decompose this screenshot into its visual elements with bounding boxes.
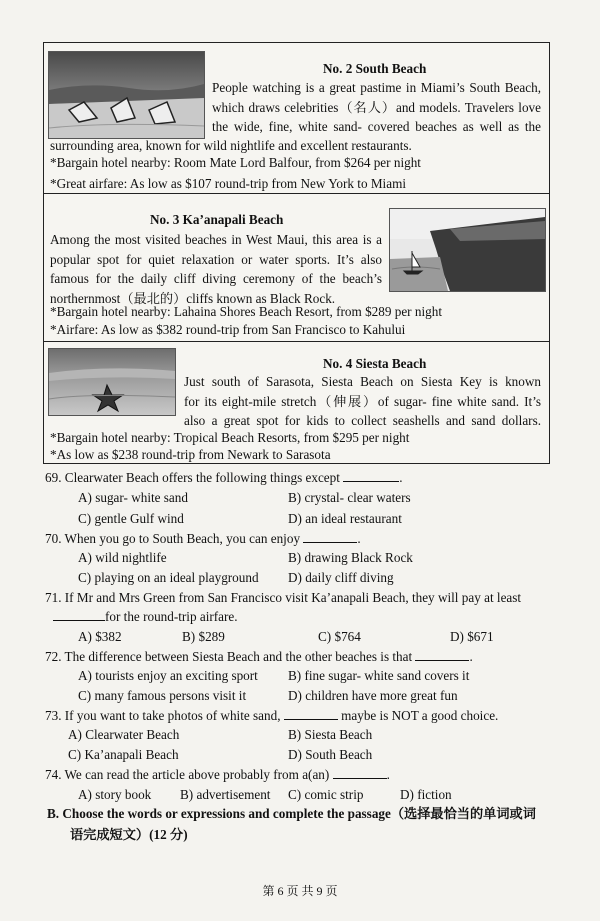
beach-2-description bbox=[212, 78, 541, 137]
question-70 bbox=[45, 529, 361, 549]
airfare-info: *Airfare: As low as $382 round-trip from San Francisco to Kahului bbox=[50, 322, 406, 337]
beach-3-hotel bbox=[50, 302, 442, 322]
beach-4-title: No. 4 Siesta Beach bbox=[323, 356, 427, 371]
question-text: 69. Clearwater Beach offers the following things except bbox=[45, 470, 340, 485]
option-70-d[interactable]: D) daily cliff diving bbox=[288, 570, 394, 585]
beach-4-airfare bbox=[50, 445, 331, 465]
starfish-beach-photo bbox=[48, 348, 176, 416]
question-72 bbox=[45, 647, 473, 667]
option-72-b[interactable]: B) fine sugar- white sand covers it bbox=[288, 668, 470, 683]
option-69-c[interactable]: C) gentle Gulf wind bbox=[78, 511, 184, 526]
option-73-d[interactable]: D) South Beach bbox=[288, 747, 373, 762]
question-text-end: . bbox=[357, 531, 361, 546]
text-line: famous for the daily cliff diving ceremony of the beach’s bbox=[50, 271, 382, 286]
text-line: People watching is a great pastime in Miami’s South Beach, bbox=[212, 80, 541, 95]
question-73 bbox=[45, 706, 498, 726]
hotel-info: *Bargain hotel nearby: Lahaina Shores Beach Resort, from $289 per night bbox=[50, 304, 442, 319]
question-text: for the round-trip airfare. bbox=[105, 609, 238, 624]
question-text: 71. If Mr and Mrs Green from San Francisco visit Ka’anapali Beach, they will pay at least bbox=[45, 590, 522, 605]
text-line: popular spot for quiet relaxation or water sports. It’s also bbox=[50, 251, 382, 267]
option-71-a[interactable]: A) $382 bbox=[78, 629, 122, 644]
section-b-heading: B. Choose the words or expressions and complete the passage（选择最恰当的单词或词 bbox=[47, 806, 536, 821]
text-line: Among the most visited beaches in West Maui, this area is a bbox=[50, 232, 382, 247]
hotel-info: *Bargain hotel nearby: Room Mate Lord Balfour, from $264 per night bbox=[50, 155, 421, 170]
answer-blank[interactable] bbox=[53, 607, 105, 621]
option-69-d[interactable]: D) an ideal restaurant bbox=[288, 511, 402, 526]
question-71 bbox=[45, 588, 521, 608]
beach-3-airfare bbox=[50, 320, 405, 340]
beach-3-title: No. 3 Ka’anapali Beach bbox=[150, 212, 284, 227]
question-text-end: . bbox=[469, 649, 473, 664]
answer-blank[interactable] bbox=[333, 765, 387, 779]
text-line: also a great spot for kids to collect seashells and sand dollars. bbox=[184, 413, 541, 428]
option-74-c[interactable]: C) comic strip bbox=[288, 787, 364, 802]
beach-3-box bbox=[43, 194, 550, 342]
beach-3-description bbox=[50, 230, 382, 308]
option-69-a[interactable]: A) sugar- white sand bbox=[78, 490, 188, 505]
beach-2-box bbox=[43, 42, 550, 194]
question-71-line2 bbox=[45, 607, 238, 627]
answer-blank[interactable] bbox=[284, 706, 338, 720]
text-line: which draws celebrities（名人）and models. Travelers love bbox=[212, 99, 541, 115]
question-text-end: maybe is NOT a good choice. bbox=[341, 708, 499, 723]
option-74-d[interactable]: D) fiction bbox=[400, 787, 452, 802]
text-line: northernmost（最北的）cliffs known as Black Rock. bbox=[50, 290, 336, 306]
answer-blank[interactable] bbox=[343, 468, 399, 482]
beach-2-title: No. 2 South Beach bbox=[323, 61, 427, 76]
option-71-c[interactable]: C) $764 bbox=[318, 629, 361, 644]
airfare-info: *Great airfare: As low as $107 round-trip from New York to Miami bbox=[50, 176, 406, 191]
option-69-b[interactable]: B) crystal- clear waters bbox=[288, 490, 411, 505]
beach-4-description bbox=[184, 372, 541, 431]
page-footer: 第 6 页 共 9 页 bbox=[262, 884, 338, 898]
option-70-b[interactable]: B) drawing Black Rock bbox=[288, 550, 413, 565]
text-line: surrounding area, known for wild nightlife and excellent restaurants. bbox=[50, 138, 412, 153]
option-73-c[interactable]: C) Ka’anapali Beach bbox=[68, 747, 179, 762]
option-74-a[interactable]: A) story book bbox=[78, 787, 152, 802]
question-text: 73. If you want to take photos of white sand, bbox=[45, 708, 281, 723]
option-72-a[interactable]: A) tourists enjoy an exciting sport bbox=[78, 668, 258, 683]
beach-2-hotel bbox=[50, 153, 421, 173]
question-text: 70. When you go to South Beach, you can enjoy bbox=[45, 531, 301, 546]
hotel-info: *Bargain hotel nearby: Tropical Beach Resorts, from $295 per night bbox=[50, 430, 410, 445]
beach-4-box bbox=[43, 342, 550, 464]
option-71-b[interactable]: B) $289 bbox=[182, 629, 225, 644]
option-72-d[interactable]: D) children have more great fun bbox=[288, 688, 458, 703]
beach-2-airfare bbox=[50, 174, 406, 194]
option-74-b[interactable]: B) advertisement bbox=[180, 787, 271, 802]
beach-chairs-photo bbox=[48, 51, 205, 139]
option-70-a[interactable]: A) wild nightlife bbox=[78, 550, 167, 565]
option-70-c[interactable]: C) playing on an ideal playground bbox=[78, 570, 259, 585]
airfare-info: *As low as $238 round-trip from Newark to Sarasota bbox=[50, 447, 331, 462]
question-text-end: . bbox=[386, 767, 390, 782]
option-73-b[interactable]: B) Siesta Beach bbox=[288, 727, 373, 742]
option-72-c[interactable]: C) many famous persons visit it bbox=[78, 688, 247, 703]
answer-blank[interactable] bbox=[303, 529, 357, 543]
question-69 bbox=[45, 468, 403, 488]
question-text: 74. We can read the article above probably from a(an) bbox=[45, 767, 330, 782]
answer-blank[interactable] bbox=[415, 647, 469, 661]
question-text: 72. The difference between Siesta Beach and the other beaches is that bbox=[45, 649, 413, 664]
section-b-heading-cont: 语完成短文）(12 分) bbox=[70, 827, 188, 842]
question-74 bbox=[45, 765, 390, 785]
question-text-end: . bbox=[399, 470, 403, 485]
text-line: Just south of Sarasota, Siesta Beach on Siesta Key is known bbox=[184, 374, 541, 389]
text-line: for its eight-mile stretch（伸展）of sugar- fine white sand. It’s bbox=[184, 393, 541, 409]
text-line: the wide, fine, white sand- covered beaches as well as the bbox=[212, 119, 541, 134]
option-71-d[interactable]: D) $671 bbox=[450, 629, 494, 644]
option-73-a[interactable]: A) Clearwater Beach bbox=[68, 727, 180, 742]
cliffs-photo bbox=[389, 208, 546, 292]
